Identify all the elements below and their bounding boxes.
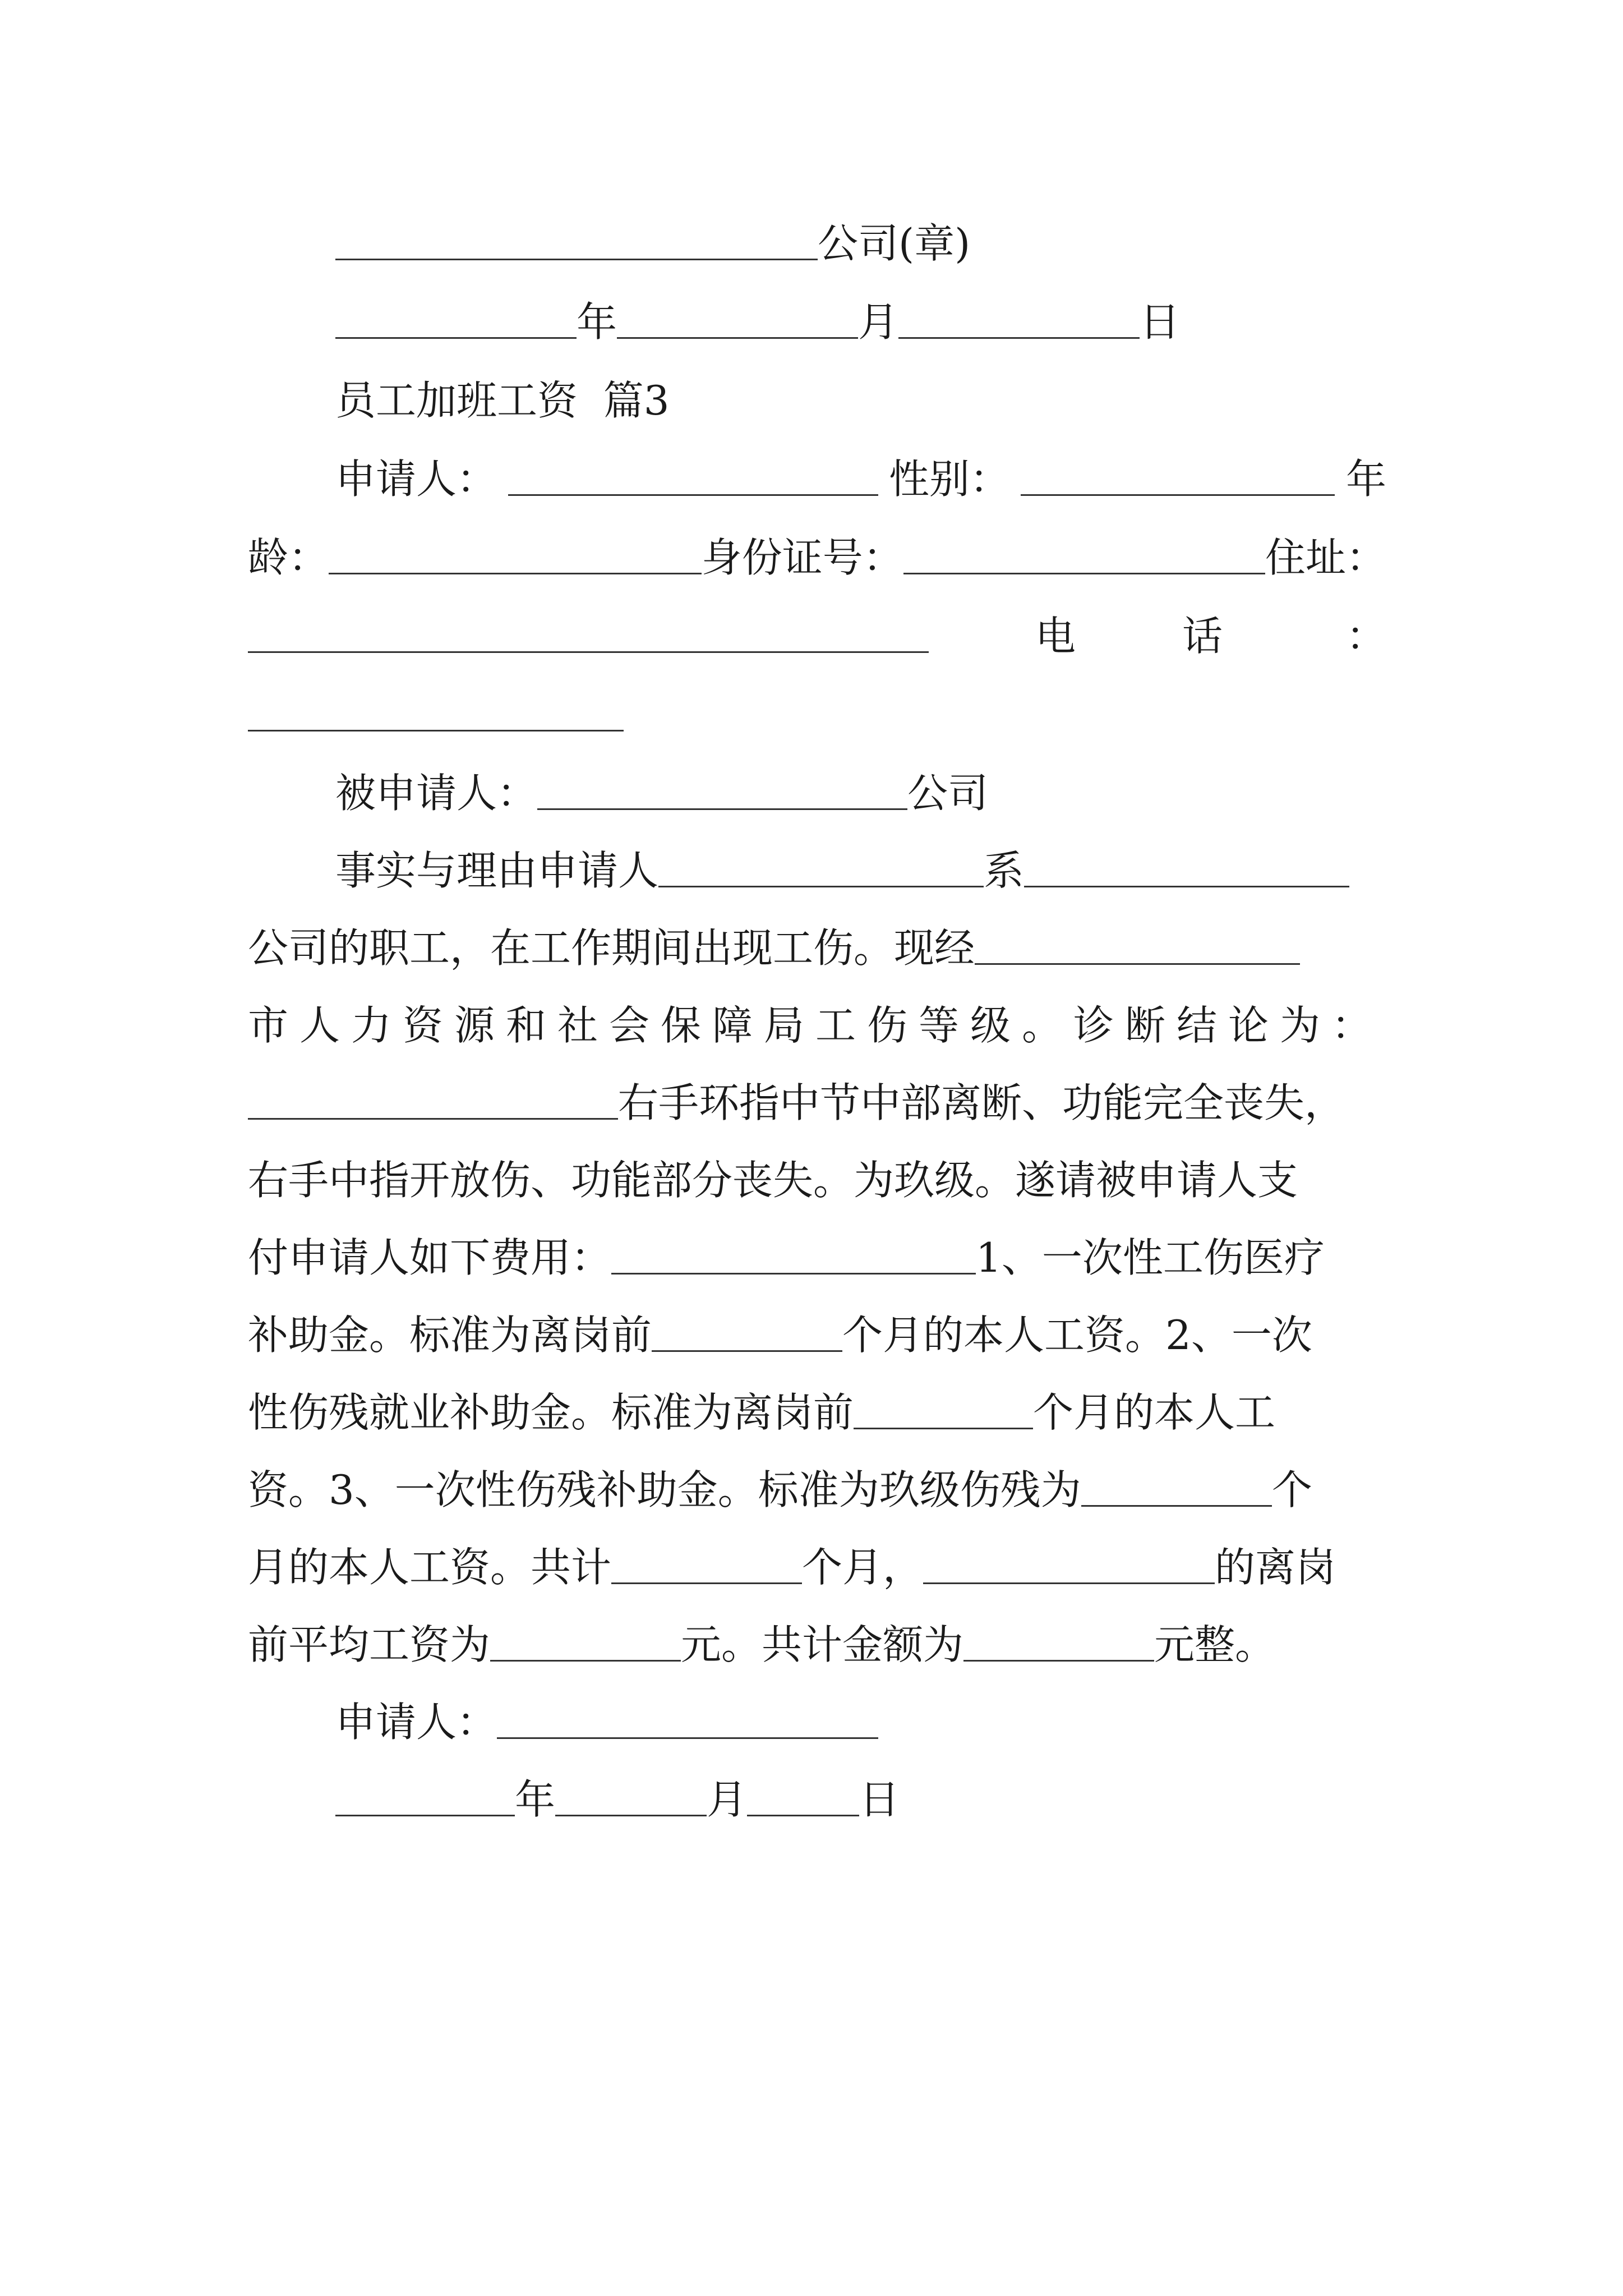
age-id-line <box>248 516 1386 581</box>
para-l1a: 事实与理由申请人 <box>335 847 659 894</box>
gender-label: 性别： <box>888 455 1010 503</box>
para-l4: 右手环指中节中部离断、功能完全丧失， <box>618 1079 1345 1126</box>
para-l5: 右手中指开放伤、功能部分丧失。为玖级。遂请被申请人支 <box>248 1157 1298 1204</box>
phone-char-3: ： <box>1345 613 1386 660</box>
para-l7a: 补助金。标准为离岗前 <box>248 1312 652 1359</box>
para-l11-blank-b <box>963 1658 1154 1662</box>
phone-char-2: 话 <box>1182 613 1223 660</box>
applicant-line <box>335 438 1386 503</box>
day-label-2: 日 <box>859 1776 900 1823</box>
year-label-2: 年 <box>515 1776 556 1823</box>
para-l9a: 资。3、一次性伤残补助金。标准为玖级伤残为 <box>248 1466 1081 1513</box>
para-l1-blank-a <box>658 884 984 887</box>
month-blank <box>617 335 858 339</box>
sign-label: 申请人： <box>335 1699 497 1746</box>
address-label: 住址： <box>1265 534 1386 581</box>
phone-char-1: 电 <box>1035 613 1076 660</box>
year-blank-2 <box>335 1812 515 1816</box>
day-blank <box>898 335 1140 339</box>
respondent-line <box>335 752 989 817</box>
para-l6b: 1、一次性工伤医疗 <box>976 1234 1325 1281</box>
respondent-suffix: 公司 <box>907 770 989 817</box>
month-blank-2 <box>555 1812 707 1816</box>
company-seal-line <box>335 202 971 267</box>
age-label-b: 龄： <box>248 534 329 581</box>
gender-blank <box>1021 492 1335 496</box>
phone-blank-line <box>248 673 624 735</box>
para-l1b: 系 <box>984 847 1025 894</box>
para-l10a: 月的本人工资。共计 <box>248 1544 612 1591</box>
para-l7-blank <box>652 1348 842 1352</box>
para-line-8 <box>248 1371 1276 1436</box>
sign-line <box>335 1681 878 1746</box>
para-line-7 <box>248 1294 1312 1359</box>
para-l6-blank <box>611 1271 976 1274</box>
day-blank-2 <box>747 1812 859 1816</box>
company-seal-label: 公司(章) <box>818 220 971 267</box>
respondent-label: 被申请人： <box>335 770 538 817</box>
date-line-1 <box>335 280 1181 346</box>
para-l10c: 的离岗 <box>1215 1544 1336 1591</box>
para-l11-blank-a <box>490 1658 681 1662</box>
month-label-2: 月 <box>707 1776 748 1823</box>
date-line-2 <box>335 1758 900 1823</box>
para-l10-blank-b <box>923 1580 1215 1584</box>
para-line-6 <box>248 1216 1325 1281</box>
day-label: 日 <box>1140 298 1181 346</box>
year-label: 年 <box>577 298 617 346</box>
para-l2: 公司的职工，在工作期间出现工伤。现经 <box>248 924 975 972</box>
id-label: 身份证号： <box>701 534 903 581</box>
para-l10b: 个月， <box>802 1544 924 1591</box>
applicant-blank <box>508 492 878 496</box>
para-line-2 <box>248 907 1300 972</box>
para-l11a: 前平均工资为 <box>248 1621 491 1668</box>
para-line-1 <box>335 829 1386 894</box>
para-l9-blank <box>1081 1503 1272 1507</box>
para-l8-blank <box>854 1425 1033 1429</box>
address-phone-line <box>248 595 1386 660</box>
para-line-10 <box>248 1526 1336 1591</box>
para-l8a: 性伤残就业补助金。标准为离岗前 <box>248 1389 854 1436</box>
para-l9b: 个 <box>1271 1466 1312 1513</box>
para-l8b: 个月的本人工 <box>1033 1389 1276 1436</box>
para-l3: 市人力资源和社会保障局工伤等级。诊断结论为： <box>248 1002 1384 1049</box>
age-label-a: 年 <box>1345 455 1386 503</box>
respondent-blank <box>537 806 907 810</box>
company-name-blank <box>335 256 818 260</box>
applicant-label: 申请人： <box>335 455 497 503</box>
para-line-4 <box>248 1061 1345 1126</box>
para-l4-blank <box>248 1116 618 1120</box>
month-label: 月 <box>858 298 899 346</box>
id-blank <box>903 570 1265 574</box>
age-blank <box>329 570 702 574</box>
para-line-3 <box>248 984 1384 1049</box>
para-line-9 <box>248 1448 1312 1513</box>
year-blank <box>335 335 577 339</box>
address-blank <box>248 649 929 653</box>
para-line-11 <box>248 1603 1276 1668</box>
para-l11c: 元整。 <box>1154 1621 1276 1668</box>
para-l1-blank-b <box>1024 884 1349 887</box>
para-l6a: 付申请人如下费用： <box>248 1234 612 1281</box>
para-l2-blank <box>975 961 1300 965</box>
sign-blank <box>497 1735 878 1739</box>
phone-blank <box>248 728 624 731</box>
para-l11b: 元。共计金额为 <box>681 1621 964 1668</box>
para-l10-blank-a <box>611 1580 802 1584</box>
para-l7b: 个月的本人工资。2、一次 <box>842 1312 1312 1359</box>
section-title-text: 员工加班工资 篇3 <box>335 377 670 424</box>
para-line-5 <box>248 1139 1298 1204</box>
section-title <box>335 359 670 424</box>
